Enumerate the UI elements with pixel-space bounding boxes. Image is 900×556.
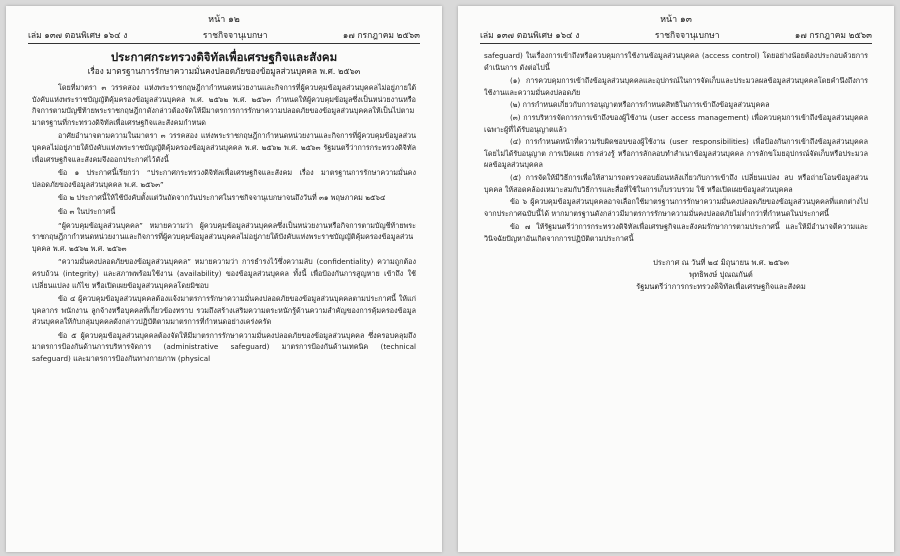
- list-item: (๓) การบริหารจัดการการเข้าถึงของผู้ใช้งาน (user access management) เพื่อควบคุมการเข้าถึงข้อมูลส่วนบุคคลเฉพาะผู้ที่ได้รับอนุญาตแล้ว: [484, 112, 868, 134]
- header-divider: [28, 43, 420, 44]
- list-item: (๒) การกำหนดเกี่ยวกับการอนุญาตหรือการกำหนดสิทธิในการเข้าถึงข้อมูลส่วนบุคคล: [510, 100, 770, 110]
- header-divider: [480, 43, 872, 44]
- announcement-subject: เรื่อง มาตรฐานการรักษาความมั่นคงปลอดภัยของข้อมูลส่วนบุคคล พ.ศ. ๒๕๖๓: [87, 66, 361, 76]
- signatory-position: รัฐมนตรีว่าการกระทรวงดิจิทัลเพื่อเศรษฐกิจและสังคม: [636, 281, 806, 291]
- gazette-page-left: [6, 6, 442, 552]
- volume-info: เล่ม ๑๓๗ ตอนพิเศษ ๑๖๔ ง: [28, 31, 128, 41]
- signing-date: ประกาศ ณ วันที่ ๒๔ มิถุนายน พ.ศ. ๒๕๖๓: [653, 257, 789, 267]
- list-item: (๔) การกำหนดหน้าที่ความรับผิดชอบของผู้ใช้งาน (user responsibilities) เพื่อป้องกันการเข้าถึงข้อมูลส่วนบุคคลโดยไม่ได้รับอนุญาต การเปิดเผย การล่วงรู้ หรือการลักลอบทำสำเนาข้อมูลส่วนบุคคล การลักขโมยอุปกรณ์จัดเก็บหรือประมวลผลข้อมูลส่วนบุคคล: [484, 137, 868, 170]
- paragraph: ข้อ ๔ ผู้ควบคุมข้อมูลส่วนบุคคลต้องแจ้งมาตรการรักษาความมั่นคงปลอดภัยของข้อมูลส่วนบุคคลตามประกาศนี้ ให้แก่บุคลากร พนักงาน ลูกจ้างหรือบุคคลที่เกี่ยวข้องทราบ รวมถึงสร้างเสริมความตระหนักรู้ด้านความสำคัญของการคุ้มครองข้อมูลส่วนบุคคลให้กับกลุ่มบุคคลดังกล่าวปฏิบัติตามมาตรการที่กำหนดอย่างเคร่งครัด: [32, 294, 416, 327]
- signature-block: [574, 257, 868, 293]
- paragraph: อาศัยอำนาจตามความในมาตรา ๓ วรรคสอง แห่งพระราชกฤษฎีกากำหนดหน่วยงานและกิจการที่ผู้ควบคุมข้อมูลส่วนบุคคลไม่อยู่ภายใต้บังคับแห่งพระราชบัญญัติคุ้มครองข้อมูลส่วนบุคคล พ.ศ. ๒๕๖๒ พ.ศ. ๒๕๖๓ รัฐมนตรีว่าการกระทรวงดิจิทัลเพื่อเศรษฐกิจและสังคมจึงออกประกาศไว้ดังนี้: [32, 131, 416, 164]
- gazette-header: [28, 28, 420, 42]
- announcement-title: ประกาศกระทรวงดิจิทัลเพื่อเศรษฐกิจและสังคม: [110, 50, 338, 64]
- page-number: หน้า ๑๒: [208, 15, 240, 25]
- paragraph: ข้อ ๒ ประกาศนี้ให้ใช้บังคับตั้งแต่วันถัดจากวันประกาศในราชกิจจานุเบกษาจนถึงวันที่ ๓๑ พฤษภาคม ๒๕๖๔: [58, 193, 386, 203]
- gazette-page-right: [458, 6, 894, 552]
- continued-paragraph: safeguard) ในเรื่องการเข้าถึงหรือควบคุมการใช้งานข้อมูลส่วนบุคคล (access control) โดยอย่างน้อยต้องประกอบด้วยการดำเนินการ ดังต่อไปนี้: [484, 51, 868, 72]
- paragraph: ข้อ ๓ ในประกาศนี้: [58, 206, 116, 216]
- paragraph: โดยที่มาตรา ๓ วรรคสอง แห่งพระราชกฤษฎีกากำหนดหน่วยงานและกิจการที่ผู้ควบคุมข้อมูลส่วนบุคคลไม่อยู่ภายใต้บังคับแห่งพระราชบัญญัติคุ้มครองข้อมูลส่วนบุคคล พ.ศ. ๒๕๖๒ พ.ศ. ๒๕๖๓ กำหนดให้ผู้ควบคุมข้อมูลซึ่งเป็นหน่วยงานหรือกิจการตามบัญชีท้ายพระราชกฤษฎีกาดังกล่าวต้องจัดให้มีมาตรการการรักษาความปลอดภัยของข้อมูลส่วนบุคคลให้เป็นไปตามมาตรฐานที่กระทรวงดิจิทัลเพื่อเศรษฐกิจและสังคมกำหนด: [32, 83, 416, 127]
- page-body: [32, 50, 416, 367]
- gazette-header: [480, 28, 872, 42]
- list-item: (๑) การควบคุมการเข้าถึงข้อมูลส่วนบุคคลและอุปกรณ์ในการจัดเก็บและประมวลผลข้อมูลส่วนบุคคลโดยคำนึงถึงการใช้งานและความมั่นคงปลอดภัย: [484, 76, 868, 97]
- paragraph: ข้อ ๑ ประกาศนี้เรียกว่า “ประกาศกระทรวงดิจิทัลเพื่อเศรษฐกิจและสังคม เรื่อง มาตรฐานการรักษาความมั่นคงปลอดภัยของข้อมูลส่วนบุคคล พ.ศ. ๒๕๖๓”: [32, 168, 416, 189]
- paragraph: “ผู้ควบคุมข้อมูลส่วนบุคคล” หมายความว่า ผู้ควบคุมข้อมูลส่วนบุคคลซึ่งเป็นหน่วยงานหรือกิจการตามบัญชีท้ายพระราชกฤษฎีกากำหนดหน่วยงานและกิจการที่ผู้ควบคุมข้อมูลส่วนบุคคลไม่อยู่ภายใต้บังคับแห่งพระราชบัญญัติคุ้มครองข้อมูลส่วนบุคคล พ.ศ. ๒๕๖๒ พ.ศ. ๒๕๖๓: [32, 220, 416, 253]
- signatory-name: พุทธิพงษ์ ปุณณกันต์: [689, 269, 753, 279]
- page-number: หน้า ๑๓: [660, 15, 692, 25]
- publish-date: ๑๗ กรกฎาคม ๒๕๖๓: [794, 31, 872, 41]
- paragraph: ข้อ ๕ ผู้ควบคุมข้อมูลส่วนบุคคลต้องจัดให้มีมาตรการรักษาความมั่นคงปลอดภัยของข้อมูลส่วนบุคคล ซึ่งครอบคลุมถึงมาตรการป้องกันด้านการบริหารจัดการ (administrative safeguard) มาตรการป้องกันด้านเทคนิค (technical safeguard) และมาตรการป้องกันทางกายภาพ (physical: [32, 330, 416, 364]
- paragraph: “ความมั่นคงปลอดภัยของข้อมูลส่วนบุคคล” หมายความว่า การธำรงไว้ซึ่งความลับ (confidentiality) ความถูกต้องครบถ้วน (integrity) และสภาพพร้อมใช้งาน (availability) ของข้อมูลส่วนบุคคล ทั้งนี้ เพื่อป้องกันการสูญหาย เข้าถึง ใช้ เปลี่ยนแปลง แก้ไข หรือเปิดเผยข้อมูลส่วนบุคคลโดยมิชอบ: [32, 257, 416, 290]
- gazette-name: ราชกิจจานุเบกษา: [202, 31, 268, 41]
- paragraph: ข้อ ๗ ให้รัฐมนตรีว่าการกระทรวงดิจิทัลเพื่อเศรษฐกิจและสังคมรักษาการตามประกาศนี้ และให้มีอำนาจตีความและวินิจฉัยปัญหาอันเกิดจากการปฏิบัติตามประกาศนี้: [484, 222, 868, 243]
- volume-info: เล่ม ๑๓๗ ตอนพิเศษ ๑๖๔ ง: [480, 31, 580, 41]
- list-item: (๕) การจัดให้มีวิธีการเพื่อให้สามารถตรวจสอบย้อนหลังเกี่ยวกับการเข้าถึง เปลี่ยนแปลง ลบ หรือถ่ายโอนข้อมูลส่วนบุคคล ให้สอดคล้องเหมาะสมกับวิธีการและสื่อที่ใช้ในการเก็บรวบรวม ใช้ หรือเปิดเผยข้อมูลส่วนบุคคล: [484, 172, 868, 194]
- page-body: [484, 50, 868, 293]
- gazette-name: ราชกิจจานุเบกษา: [654, 31, 720, 41]
- paragraph: ข้อ ๖ ผู้ควบคุมข้อมูลส่วนบุคคลอาจเลือกใช้มาตรฐานการรักษาความมั่นคงปลอดภัยของข้อมูลส่วนบุคคลที่แตกต่างไปจากประกาศฉบับนี้ได้ หากมาตรฐานดังกล่าวมีมาตรการรักษาความมั่นคงปลอดภัยไม่ต่ำกว่าที่กำหนดในประกาศนี้: [484, 197, 868, 218]
- publish-date: ๑๗ กรกฎาคม ๒๕๖๓: [342, 31, 420, 41]
